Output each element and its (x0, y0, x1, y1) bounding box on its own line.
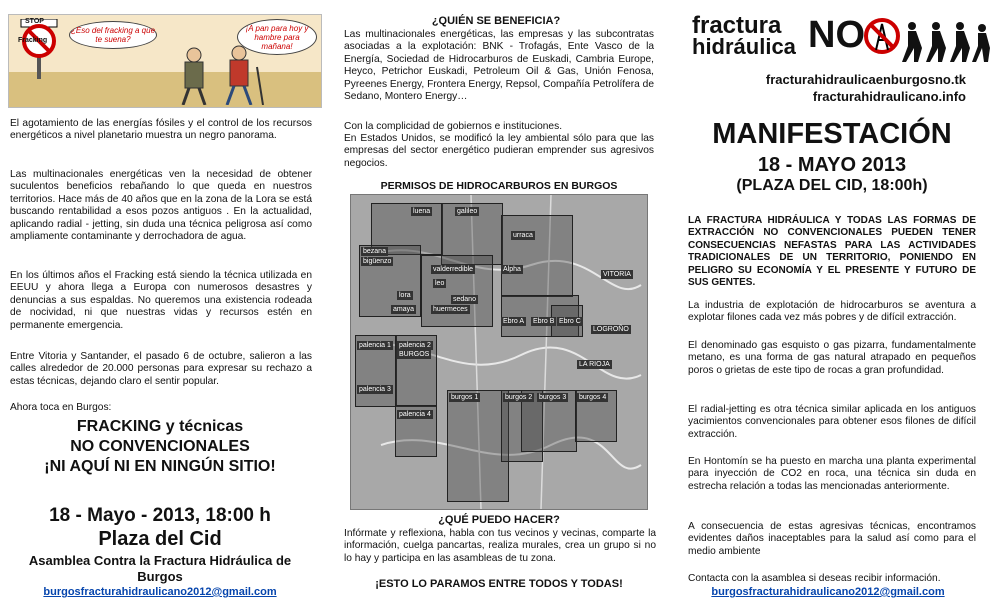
map-title: PERMISOS DE HIDROCARBUROS EN BURGOS (380, 180, 618, 192)
no-fracking-derrick-icon (862, 16, 902, 56)
middle-paragraph-1: Las multinacionales energéticas, las empresas y las subcontratas asociadas a la explotación: BNK - Trofagás, Ente Vasco de la Energía, Sociedad de Hidrocarburos de Euskadi, Cambria Europe, Heyco, Petrichor Euskadi, Petroleum Oil & Gas, Unión Fenosa, Pyreenes Energy, Frontera Energy, Repsol, Compañía Petrolífera de Sedano, Montero Energy… (344, 29, 654, 103)
map-label: bezana (363, 248, 386, 255)
map-label: valderredible (433, 266, 474, 273)
manifestation-place: (PLAZA DEL CID, 18:00h) (736, 177, 928, 194)
website-link-1[interactable]: fracturahidraulicaenburgosno.tk (765, 72, 966, 87)
closing-slogan: ¡ESTO LO PARAMOS ENTRE TODOS Y TODAS! (375, 578, 623, 590)
map-label: urraca (513, 232, 533, 239)
map-label: burgos 2 (505, 394, 533, 401)
right-paragraph-3: El radial-jetting es otra técnica similar aplicada en los antiguos yacimientos convencionales para obtener esos filones de difícil extracción. (688, 404, 976, 440)
elderly-men-walking-icon (139, 45, 299, 105)
event-place: Plaza del Cid (98, 528, 222, 550)
map-label: sedano (453, 296, 476, 303)
right-email-link[interactable]: burgosfracturahidraulicano2012@gmail.com (711, 586, 945, 598)
right-paragraph-2: El denominado gas esquisto o gas pizarra, fundamentalmente metano, es una forma de gas natural atrapado en pequeños poros o grietas de este tipo de rocas a gran profundidad. (688, 340, 976, 376)
map-label: huermeces (433, 306, 468, 313)
organizer-line-2: Burgos (137, 569, 183, 584)
map-label: LOGROÑO (593, 326, 629, 333)
sign-top-text: STOP (25, 18, 44, 25)
speech-bubble-left: ¿Eso del fracking a que te suena? (69, 21, 157, 49)
map-label: palencia 3 (359, 386, 391, 393)
map-label: Ebro C (559, 318, 581, 325)
permit-block (447, 390, 509, 502)
stop-fracking-sign-icon (19, 19, 59, 79)
map-label: Ebro B (533, 318, 555, 325)
fractura-hidraulica-no-logo (690, 12, 990, 66)
map-label: VITORIA (603, 271, 631, 278)
middle-paragraph-4: Infórmate y reflexiona, habla con tus vecinos y vecinas, comparte la información, cuelga pancartas, realiza murales, crea un grupo si no lo hay y participa en las asambleas de tu zona. (344, 528, 656, 564)
middle-paragraph-3: En Estados Unidos, se modificó la ley ambiental sólo para que las empresas del sector energético pudieran emprender sus agresivos negocios. (344, 133, 654, 169)
manifestation-date: 18 - MAYO 2013 (757, 154, 907, 176)
map-label: burgos 3 (539, 394, 567, 401)
protesters-silhouette-icon (902, 18, 992, 62)
map-label: burgos 4 (579, 394, 607, 401)
organizer-line-1: Asamblea Contra la Fractura Hidráulica de (28, 553, 292, 568)
who-benefits-heading: ¿QUIÉN SE BENEFICIA? (431, 15, 561, 27)
speech-bubble-right: ¡A pan para hoy y hambre para mañana! (237, 19, 317, 55)
logo-word-2: hidráulica (692, 34, 796, 59)
map-label: amaya (393, 306, 415, 313)
map-label: palencia 2 (399, 342, 431, 349)
left-paragraph-3: En los últimos años el Fracking está siendo la técnica utilizada en EEUU y ahora llega a Europa con numerosos desastres y denuncias a sus espaldas. No queremos una existencia rodeada de nocividad, ni que nuestras vidas y recursos estén en permanente emergencia. (10, 270, 312, 331)
left-paragraph-4: Entre Vitoria y Santander, el pasado 6 de octubre, salieron a las calles alrededor de 20.000 personas para expresar su rechazo a estas técnicas, dejando claro el sentir popular. (10, 351, 312, 387)
logo-word-1: fractura (692, 12, 782, 39)
slogan-line-3: ¡NI AQUÍ NI EN NINGÚN SITIO! (44, 458, 276, 475)
event-date: 18 - Mayo - 2013, 18:00 h (49, 505, 271, 526)
left-paragraph-2: Las multinacionales energéticas ven la necesidad de obtener suculentos beneficios rebañando lo que queda en nuestros territorios. Hace más de 40 años que en la zona de la Lora se está buscando rentabilidad a esos pozos antiguos . En la actualidad, aplicando radial - jetting, sin duda una técnica peligrosa así como ampliamente contaminante y derrochadora de agua. (10, 169, 312, 243)
right-lead-paragraph: LA FRACTURA HIDRÁULICA Y TODAS LAS FORMAS DE EXTRACCIÓN NO CONVENCIONALES PUEDEN TENER CONSECUENCIAS NEFASTAS PARA LAS ACTIVIDADES TRADICIONALES DE UN TERRITORIO, PONIENDO EN PELIGRO SU ECONOMÍA Y EL PRESENTE Y FUTURO DE SUS GENTES. (688, 215, 976, 289)
map-label: galileo (457, 208, 478, 215)
manifestation-title: MANIFESTACIÓN (712, 118, 952, 150)
map-label: leo (435, 280, 445, 287)
logo-word-3: NO (808, 14, 865, 56)
slogan-line-1: FRACKING y técnicas (76, 418, 244, 435)
map-label: bigüenzo (363, 258, 392, 265)
map-label: Alpha (503, 266, 521, 273)
what-can-i-do-heading: ¿QUÉ PUEDO HACER? (438, 514, 560, 526)
website-link-2[interactable]: fracturahidraulicano.info (812, 89, 966, 104)
left-paragraph-1: El agotamiento de las energías fósiles y el control de los recursos energéticos a nivel planetario muestra un negro panorama. (10, 118, 312, 142)
slogan-line-2: NO CONVENCIONALES (70, 438, 250, 455)
map-label: BURGOS (399, 351, 430, 358)
right-paragraph-5: A consecuencia de estas agresivas técnicas, encontramos evidentes daños inaceptables para la salud así como para el medio ambiente (688, 521, 976, 557)
map-label: luena (413, 208, 431, 215)
map-label: lora (399, 292, 411, 299)
right-paragraph-4: En Hontomín se ha puesto en marcha una planta experimental para inyección de CO2 en roca, una técnica sin duda en estrecha relación a todas las mencionadas anteriormente. (688, 456, 976, 492)
left-email-link[interactable]: burgosfracturahidraulicano2012@gmail.com (43, 586, 277, 598)
permit-block (501, 215, 573, 297)
map-label: Ebro A (503, 318, 525, 325)
cartoon-illustration (8, 14, 322, 108)
hydrocarbon-permits-map (350, 194, 648, 510)
right-paragraph-6: Contacta con la asamblea si deseas recibir información. (688, 573, 941, 584)
sign-word: Fracking (18, 37, 48, 44)
map-label: burgos 1 (451, 394, 479, 401)
map-label: palencia 4 (399, 411, 431, 418)
left-column (0, 0, 328, 615)
map-label: LA RIOJA (579, 361, 610, 368)
map-label: palencia 1 (359, 342, 391, 349)
middle-paragraph-2: Con la complicidad de gobiernos e instituciones. (344, 121, 563, 132)
left-paragraph-5: Ahora toca en Burgos: (10, 402, 112, 413)
right-paragraph-1: La industria de explotación de hidrocarburos se aventura a explotar filones cada vez más pobres y de difícil extracción. (688, 300, 976, 324)
